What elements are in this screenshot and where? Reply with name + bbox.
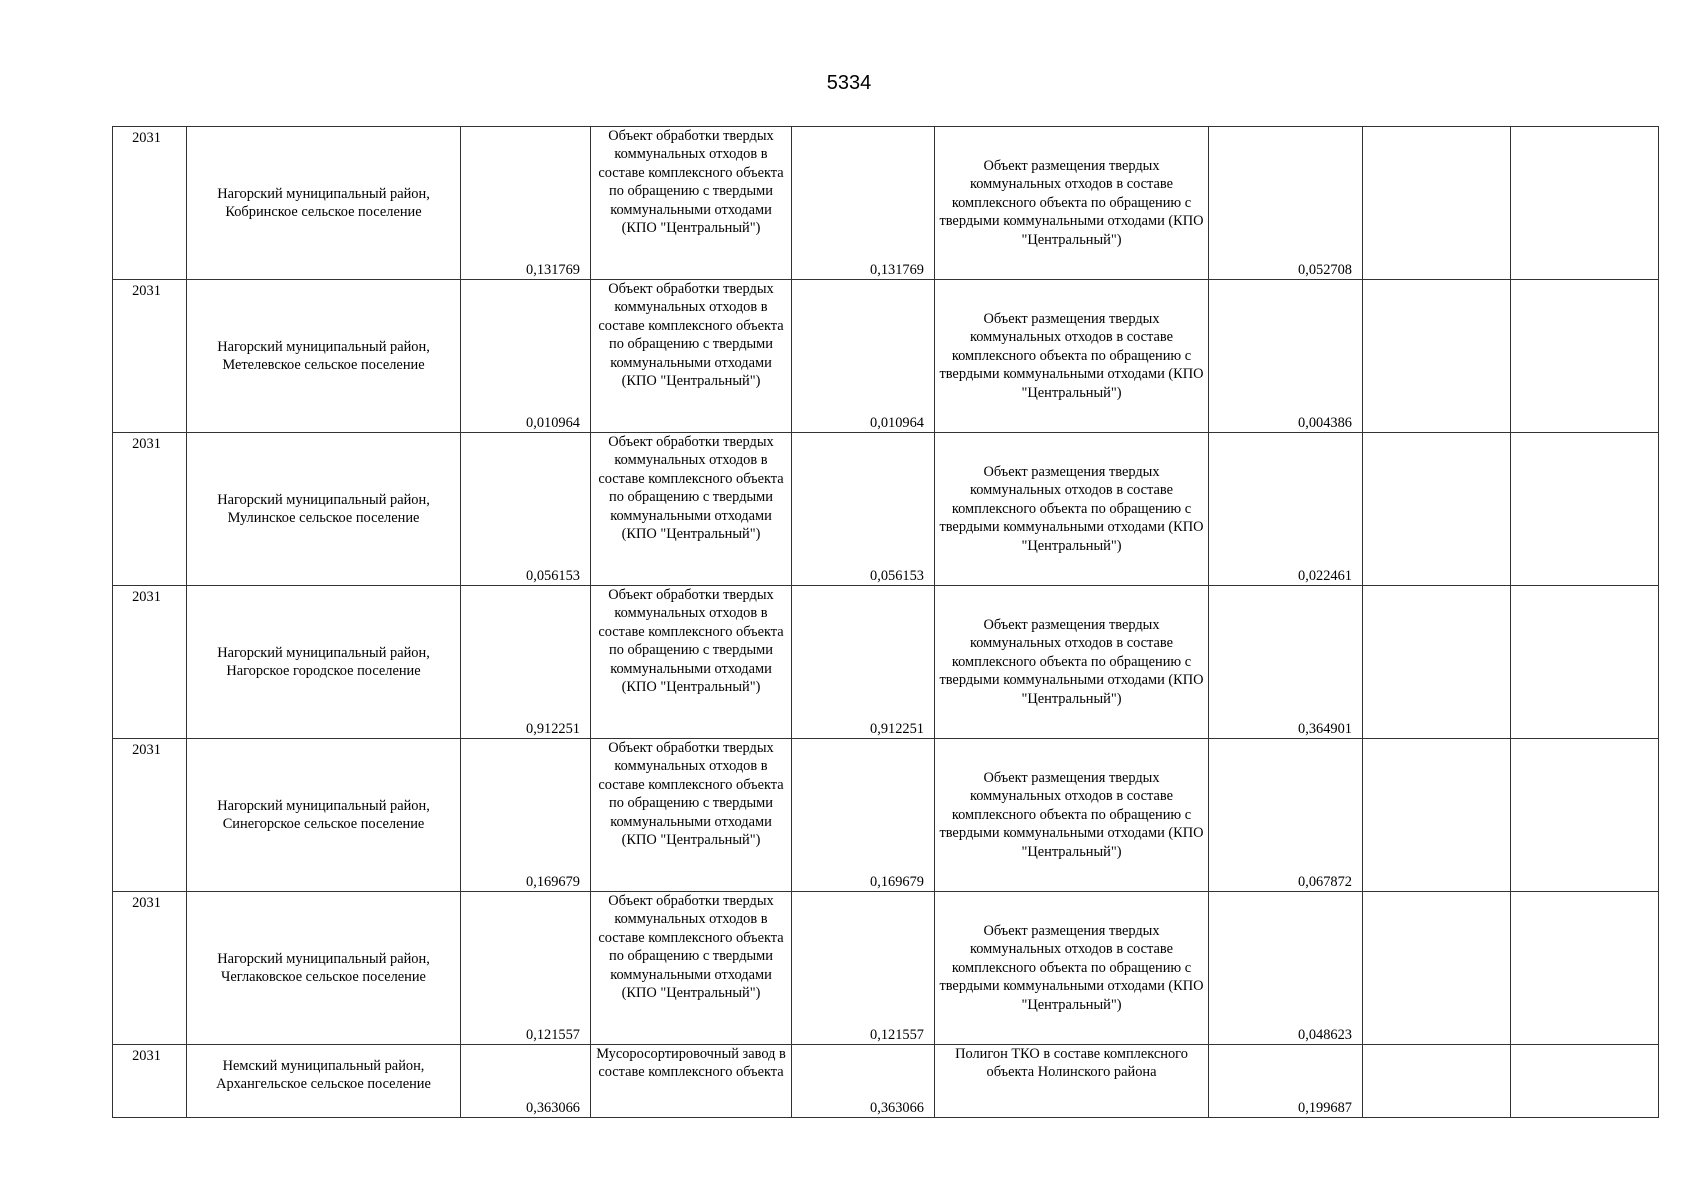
table-row [113, 739, 1659, 892]
value-cell: 0,052708 [1209, 127, 1363, 280]
empty-cell [1363, 127, 1511, 280]
value-cell: 0,912251 [461, 586, 591, 739]
table-row [113, 127, 1659, 280]
placement-object-cell: Объект размещения твердых коммунальных отходов в составе комплексного объекта по обращению с твердыми коммунальными отходами (КПО "Центральный") [935, 586, 1209, 739]
value-cell: 0,131769 [461, 127, 591, 280]
value-cell: 0,364901 [1209, 586, 1363, 739]
empty-cell [1511, 892, 1659, 1045]
processing-object-cell: Объект обработки твердых коммунальных отходов в составе комплексного объекта по обращению с твердыми коммунальными отходами (КПО "Центральный") [591, 127, 792, 280]
municipality-cell: Нагорский муниципальный район, Синегорское сельское поселение [187, 739, 461, 892]
year-cell: 2031 [113, 739, 187, 892]
value-cell: 0,022461 [1209, 433, 1363, 586]
value-cell: 0,048623 [1209, 892, 1363, 1045]
placement-object-cell: Объект размещения твердых коммунальных отходов в составе комплексного объекта по обращению с твердыми коммунальными отходами (КПО "Центральный") [935, 280, 1209, 433]
value-cell: 0,067872 [1209, 739, 1363, 892]
value-cell: 0,004386 [1209, 280, 1363, 433]
empty-cell [1363, 280, 1511, 433]
processing-object-cell: Объект обработки твердых коммунальных отходов в составе комплексного объекта по обращению с твердыми коммунальными отходами (КПО "Центральный") [591, 739, 792, 892]
placement-object-cell: Объект размещения твердых коммунальных отходов в составе комплексного объекта по обращению с твердыми коммунальными отходами (КПО "Центральный") [935, 739, 1209, 892]
value-cell: 0,056153 [461, 433, 591, 586]
placement-object-cell: Объект размещения твердых коммунальных отходов в составе комплексного объекта по обращению с твердыми коммунальными отходами (КПО "Центральный") [935, 892, 1209, 1045]
table-row [113, 586, 1659, 739]
placement-object-cell: Полигон ТКО в составе комплексного объекта Нолинского района [935, 1045, 1209, 1118]
municipality-cell: Нагорский муниципальный район, Чеглаковское сельское поселение [187, 892, 461, 1045]
year-cell: 2031 [113, 586, 187, 739]
municipality-cell: Нагорский муниципальный район, Нагорское городское поселение [187, 586, 461, 739]
value-cell: 0,056153 [792, 433, 935, 586]
table-row [113, 280, 1659, 433]
year-cell: 2031 [113, 433, 187, 586]
value-cell: 0,121557 [792, 892, 935, 1045]
municipality-cell: Немский муниципальный район, Архангельское сельское поселение [187, 1045, 461, 1118]
year-cell: 2031 [113, 1045, 187, 1118]
processing-object-cell: Объект обработки твердых коммунальных отходов в составе комплексного объекта по обращению с твердыми коммунальными отходами (КПО "Центральный") [591, 586, 792, 739]
value-cell: 0,912251 [792, 586, 935, 739]
empty-cell [1511, 586, 1659, 739]
empty-cell [1511, 433, 1659, 586]
placement-object-cell: Объект размещения твердых коммунальных отходов в составе комплексного объекта по обращению с твердыми коммунальными отходами (КПО "Центральный") [935, 433, 1209, 586]
processing-object-cell: Мусоросортировочный завод в составе комплексного объекта [591, 1045, 792, 1118]
empty-cell [1363, 1045, 1511, 1118]
value-cell: 0,131769 [792, 127, 935, 280]
value-cell: 0,121557 [461, 892, 591, 1045]
empty-cell [1511, 739, 1659, 892]
year-cell: 2031 [113, 280, 187, 433]
empty-cell [1511, 280, 1659, 433]
value-cell: 0,363066 [792, 1045, 935, 1118]
value-cell: 0,169679 [792, 739, 935, 892]
placement-object-cell: Объект размещения твердых коммунальных отходов в составе комплексного объекта по обращению с твердыми коммунальными отходами (КПО "Центральный") [935, 127, 1209, 280]
value-cell: 0,010964 [792, 280, 935, 433]
empty-cell [1363, 586, 1511, 739]
value-cell: 0,169679 [461, 739, 591, 892]
empty-cell [1511, 127, 1659, 280]
municipality-cell: Нагорский муниципальный район, Мулинское сельское поселение [187, 433, 461, 586]
page-number: 5334 [826, 72, 872, 94]
table-row [113, 1045, 1659, 1118]
table-row [113, 433, 1659, 586]
processing-object-cell: Объект обработки твердых коммунальных отходов в составе комплексного объекта по обращению с твердыми коммунальными отходами (КПО "Центральный") [591, 433, 792, 586]
municipality-cell: Нагорский муниципальный район, Метелевское сельское поселение [187, 280, 461, 433]
processing-object-cell: Объект обработки твердых коммунальных отходов в составе комплексного объекта по обращению с твердыми коммунальными отходами (КПО "Центральный") [591, 280, 792, 433]
empty-cell [1363, 433, 1511, 586]
processing-object-cell: Объект обработки твердых коммунальных отходов в составе комплексного объекта по обращению с твердыми коммунальными отходами (КПО "Центральный") [591, 892, 792, 1045]
empty-cell [1363, 739, 1511, 892]
table-row [113, 892, 1659, 1045]
municipality-cell: Нагорский муниципальный район, Кобринское сельское поселение [187, 127, 461, 280]
value-cell: 0,199687 [1209, 1045, 1363, 1118]
year-cell: 2031 [113, 127, 187, 280]
data-table [112, 126, 1659, 1118]
empty-cell [1511, 1045, 1659, 1118]
empty-cell [1363, 892, 1511, 1045]
value-cell: 0,363066 [461, 1045, 591, 1118]
year-cell: 2031 [113, 892, 187, 1045]
value-cell: 0,010964 [461, 280, 591, 433]
